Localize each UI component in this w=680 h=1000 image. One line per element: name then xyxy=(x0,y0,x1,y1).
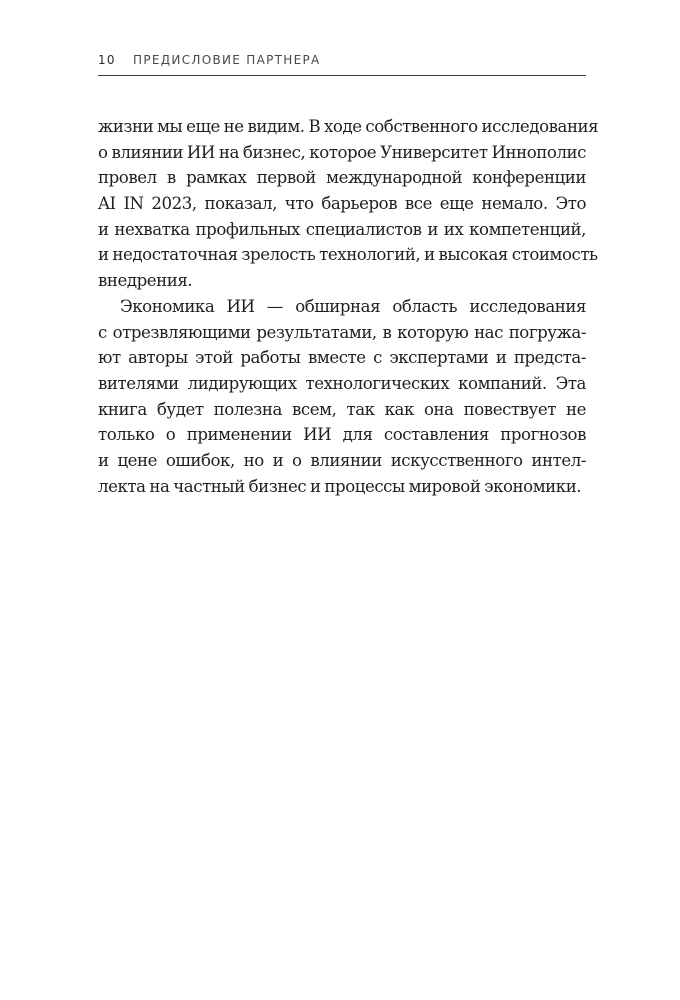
text-line: жизни мы еще не видим. В ходе собственного исследования xyxy=(98,117,599,136)
text-line: книга будет полезна всем, так как она повествует не xyxy=(98,399,586,419)
text-line: AI IN 2023, показал, что барьеров все еще немало. Это xyxy=(98,194,586,214)
text-line: и цене ошибок, но и о влиянии искусственного интел- xyxy=(98,450,586,470)
text-line: и недостаточная зрелость технологий, и высокая стоимость xyxy=(98,245,598,265)
text-line: с отрезвляющими результатами, в которую нас погружа- xyxy=(98,322,586,342)
section-title: ПРЕДИСЛОВИЕ ПАРТНЕРА xyxy=(133,53,321,67)
text-line: Экономика ИИ — обширная область исследования xyxy=(120,296,586,316)
paragraph-2 xyxy=(98,294,586,500)
text-line: внедрения. xyxy=(98,271,193,291)
text-line: о влиянии ИИ на бизнес, которое Университет Иннополис xyxy=(98,142,586,162)
text-line: лекта на частный бизнес и процессы мировой экономики. xyxy=(98,476,582,496)
text-line: и нехватка профильных специалистов и их компетенций, xyxy=(98,219,586,239)
text-line: вителями лидирующих технологических компаний. Эта xyxy=(98,373,586,393)
body-text xyxy=(98,114,599,499)
text-line: только о применении ИИ для составления прогнозов xyxy=(98,425,586,445)
text-line: провел в рамках первой международной конференции xyxy=(98,168,586,188)
text-line: ют авторы этой работы вместе с экспертами и предста- xyxy=(98,348,586,368)
paragraph-1 xyxy=(98,114,599,294)
page-number: 10 xyxy=(98,53,116,67)
running-header xyxy=(98,53,586,76)
